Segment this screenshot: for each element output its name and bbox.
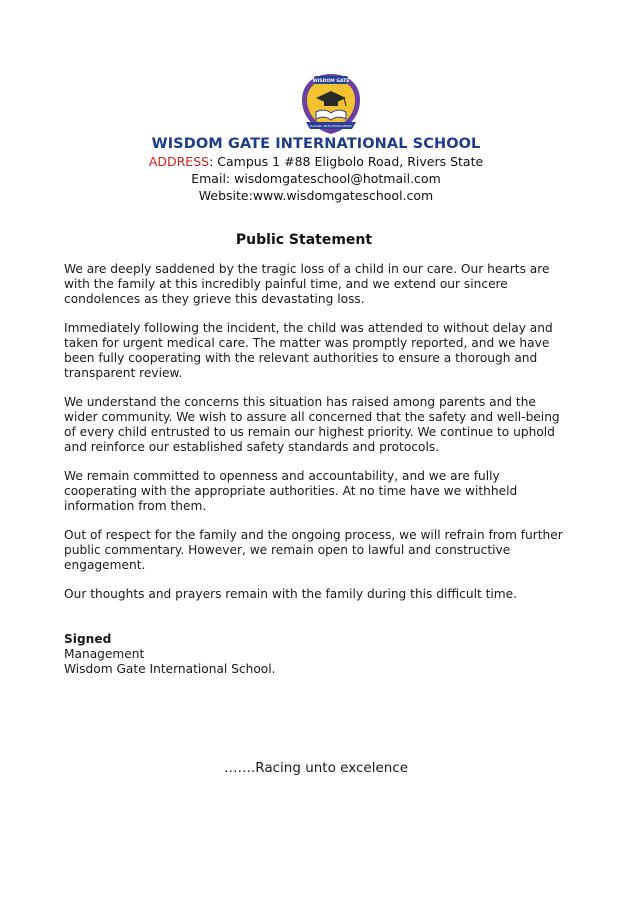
- school-name: WISDOM GATE INTERNATIONAL SCHOOL: [151, 136, 481, 152]
- address-label: ADDRESS: [148, 154, 210, 169]
- email-line: Email: wisdomgateschool@hotmail.com: [191, 171, 441, 186]
- address-line: [0, 153, 632, 170]
- letterhead: [0, 135, 632, 204]
- statement-body: [64, 262, 564, 616]
- signature-block: [64, 632, 276, 677]
- paragraph: We understand the concerns this situation has raised among parents and the wider community. We wish to assure all concerned that the safety and well-being of every child entrusted to us remain our highest priority. We continue to uphold and reinforce our established safety standards and protocols.: [64, 395, 560, 454]
- paragraph: Our thoughts and prayers remain with the family during this difficult time.: [64, 587, 518, 601]
- footer-motto: …….Racing unto excelence: [223, 760, 409, 776]
- paragraph: We remain committed to openness and accountability, and we are fully cooperating with the appropriate authorities. At no time have we withheld information from them.: [64, 469, 518, 513]
- paragraph: Immediately following the incident, the child was attended to without delay and taken for urgent medical care. The matter was promptly reported, and we have been fully cooperating with the relevant authorities to ensure a thorough and transparent review.: [64, 321, 553, 380]
- document-title: Public Statement: [235, 232, 373, 248]
- signatory-role: Management: [64, 647, 145, 661]
- crest-motto-text: RACING UNTO EXCELLENCE: [310, 124, 352, 129]
- signed-label: Signed: [64, 632, 112, 646]
- website-line: Website:www.wisdomgateschool.com: [198, 188, 434, 203]
- paragraph: Out of respect for the family and the ongoing process, we will refrain from further public commentary. However, we remain open to lawful and constructive engagement.: [64, 528, 563, 572]
- signatory-org: Wisdom Gate International School.: [64, 662, 276, 676]
- crest-banner-text: WISDOM GATE: [312, 79, 350, 84]
- school-crest-logo: [296, 72, 366, 136]
- paragraph: We are deeply saddened by the tragic loss of a child in our care. Our hearts are with the family at this incredibly painful time, and we extend our sincere condolences as they grieve this devastating loss.: [64, 262, 550, 306]
- address-value: : Campus 1 #88 Eligbolo Road, Rivers State: [209, 154, 484, 169]
- crest-cap-base: [324, 100, 338, 106]
